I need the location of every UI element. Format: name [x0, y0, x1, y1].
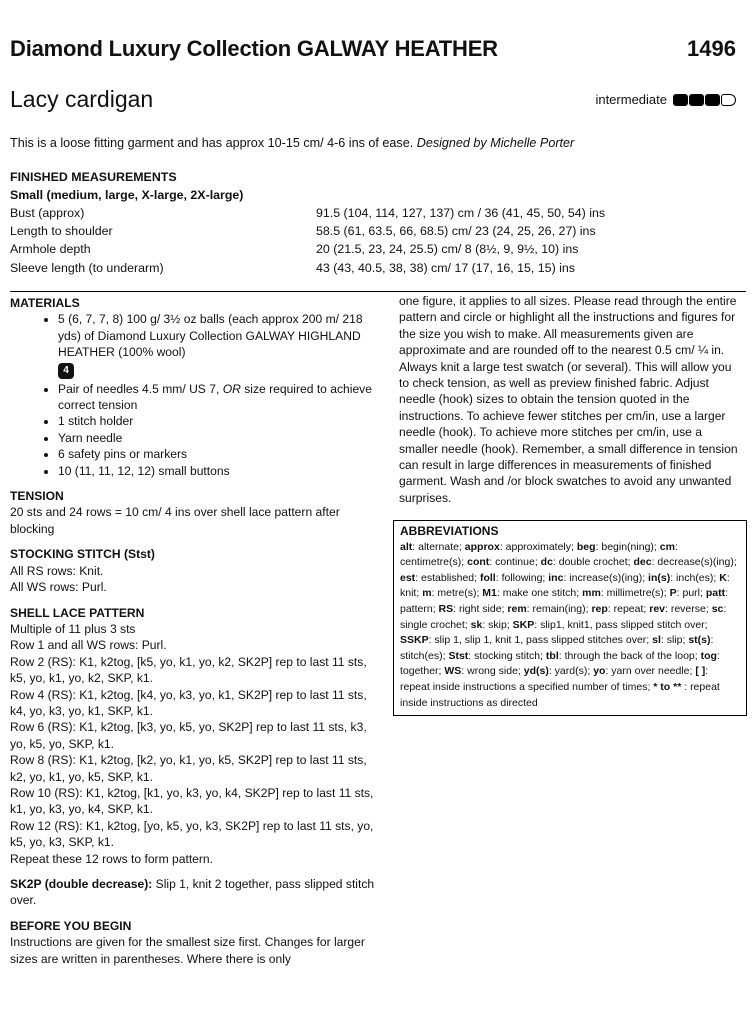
- abbreviation-definition: : yard(s);: [548, 665, 594, 678]
- document-title: Diamond Luxury Collection GALWAY HEATHER: [10, 36, 498, 61]
- skill-level: [595, 92, 736, 107]
- abbreviation-definition: : double crochet;: [552, 556, 634, 569]
- list-item: • 1 stitch holder: [58, 413, 382, 429]
- continued-text: one figure, it applies to all sizes. Please read through the entire pattern and circle or highlight all the instructions and figures for the size you wish to make. All measurements given are approximate and are rounded off to the nearest 0.5 cm/ ¼ in. Always knit a large test swatch (or several). This will allow you to check tension, as well as preview finished fabric. Adjust needle (hook) sizes to obtain the tension quoted in the instructions. To achieve fewer stitches per cm/in, use a larger needle (hook). To achieve more stitches per cm/in, use a smaller needle (hook). Remember, a small difference in tension can result in large differences in measurements of finished garment. Wash and /or block swatches to avoid any unwanted surprises.: [399, 294, 738, 505]
- abbreviation-definition: : knit;: [400, 571, 730, 600]
- list-item: [58, 311, 382, 380]
- abbreviation-definition: : millimetre(s);: [600, 587, 670, 600]
- abbreviation-definition: : repeat inside instructions a specified number of times;: [400, 665, 709, 693]
- before-you-begin-text: Instructions are given for the smallest size first. Changes for larger sizes are written in parentheses. Where there is only: [10, 935, 365, 966]
- pattern-number: 1496: [687, 36, 736, 61]
- abbreviation-term: K: [719, 571, 727, 584]
- abbreviation-definition: : purl;: [676, 587, 706, 600]
- abbreviation-definition: : yarn over needle;: [605, 665, 696, 678]
- abbreviation-term: approx: [464, 540, 500, 553]
- abbreviation-definition: : centimetre(s);: [400, 540, 678, 569]
- abbreviation-term: cont: [467, 556, 490, 569]
- needles-or: OR: [222, 381, 241, 396]
- abbreviation-term: dc: [540, 556, 553, 569]
- pattern-row: Row 12 (RS): K1, k2tog, [yo, k5, yo, k3, SK2P] rep to last 11 sts, yo, k5, yo, k3, SKP, k1.: [10, 818, 374, 850]
- tension-text: 20 sts and 24 rows = 10 cm/ 4 ins over shell lace pattern after blocking: [10, 505, 340, 536]
- abbreviation-definition: : slip 1, slip 1, knit 1, pass slipped stitches over;: [428, 634, 653, 647]
- left-column: [10, 295, 382, 967]
- abbreviation-definition: : repeat;: [607, 602, 650, 615]
- stocking-stitch-heading: STOCKING STITCH (Stst): [10, 547, 155, 562]
- abbreviation-term: in(s): [648, 571, 671, 584]
- abbreviation-term: patt: [705, 587, 726, 600]
- abbreviation-definition: : stocking stitch;: [468, 649, 546, 662]
- pattern-row: Row 10 (RS): K1, k2tog, [k1, yo, k3, yo, k4, SK2P] rep to last 11 sts, k1, yo, k3, yo, k4, SKP, k1.: [10, 785, 374, 817]
- list-item: • Yarn needle: [58, 430, 382, 446]
- yarn-requirement: 5 (6, 7, 7, 8) 100 g/ 3½ oz balls (each approx 200 m/ 218 yds) of Diamond Luxury Collection GALWAY HIGHLAND HEATHER (100% wool): [58, 312, 363, 360]
- needles-text: Pair of needles 4.5 mm/ US 7,: [58, 381, 220, 396]
- right-column: [399, 293, 744, 506]
- abbreviation-term: beg: [576, 540, 596, 553]
- measurement-label: Armhole depth: [10, 242, 91, 256]
- abbreviation-definition: : together;: [400, 649, 720, 678]
- abbreviation-definition: : inch(es);: [670, 571, 720, 584]
- abbreviation-term: sk: [470, 618, 483, 631]
- stitch-line: All RS rows: Knit.: [10, 563, 104, 578]
- abbreviation-definition: : begin(ning);: [595, 540, 660, 553]
- abbreviation-definition: : reverse;: [665, 602, 712, 615]
- measurement-value: 43 (43, 40.5, 38, 38) cm/ 17 (17, 16, 15, 15) ins: [316, 261, 575, 275]
- abbreviation-term: rev: [649, 602, 666, 615]
- abbreviations-heading: ABBREVIATIONS: [400, 524, 499, 538]
- abbreviation-term: yo: [593, 665, 606, 678]
- abbreviation-definition: : right side;: [453, 602, 508, 615]
- abbreviation-definition: : approximately;: [499, 540, 577, 553]
- list-item: [58, 381, 382, 414]
- materials-heading: MATERIALS: [10, 296, 80, 310]
- abbreviation-definition: : increase(s)(ing);: [563, 571, 649, 584]
- yarn-weight-icon: 4: [58, 363, 74, 379]
- abbreviation-definition: : make one stitch;: [496, 587, 583, 600]
- abbreviation-definition: : wrong side;: [461, 665, 524, 678]
- abbreviation-term: yd(s): [523, 665, 549, 678]
- abbreviation-term: tog: [700, 649, 717, 662]
- abbreviation-term: cm: [659, 540, 675, 553]
- abbreviation-term: foll: [479, 571, 496, 584]
- pattern-row: Row 6 (RS): K1, k2tog, [k3, yo, k5, yo, SK2P] rep to last 11 sts, k3, yo, k5, yo, SKP, k1.: [10, 720, 367, 751]
- abbreviation-term: sc: [711, 602, 724, 615]
- abbreviation-term: * to **: [653, 680, 682, 693]
- abbreviation-definition: : pattern;: [400, 587, 729, 615]
- abbreviation-term: rem: [507, 602, 527, 615]
- abbreviation-term: M1: [482, 587, 497, 600]
- stitch-line: All WS rows: Purl.: [10, 580, 107, 595]
- pattern-row: Repeat these 12 rows to form pattern.: [10, 851, 214, 866]
- abbreviations-list: [400, 540, 740, 712]
- pattern-row: Row 4 (RS): K1, k2tog, [k4, yo, k3, yo, k1, SK2P] rep to last 11 sts, k4, yo, k3, yo, k1, SKP, k1.: [10, 687, 367, 718]
- abbreviation-term: Stst: [448, 649, 469, 662]
- measurement-value: 58.5 (61, 63.5, 66, 68.5) cm/ 23 (24, 25, 26, 27) ins: [316, 224, 596, 238]
- measurement-label: Bust (approx): [10, 206, 85, 220]
- pattern-row: Row 1 and all WS rows: Purl.: [10, 638, 167, 653]
- abbreviations-box: [393, 520, 747, 716]
- shell-lace-heading: SHELL LACE PATTERN: [10, 605, 145, 620]
- tension-heading: TENSION: [10, 489, 64, 504]
- pattern-row: Row 2 (RS): K1, k2tog, [k5, yo, k1, yo, k2, SK2P] rep to last 11 sts, k5, yo, k1, yo, k2, SKP, k1.: [10, 654, 367, 686]
- abbreviation-term: m: [422, 587, 432, 600]
- abbreviation-definition: : slip;: [660, 634, 689, 647]
- abbreviation-term: SKP: [512, 618, 535, 631]
- sk2p-term: SK2P (double decrease):: [10, 877, 153, 891]
- needles-text-2: size required to achieve correct tension: [58, 381, 372, 413]
- abbreviation-term: sl: [652, 634, 661, 647]
- abbreviation-definition: : repeat inside instructions as directed: [400, 680, 720, 709]
- abbreviation-term: RS: [438, 602, 454, 615]
- pattern-row: Row 8 (RS): K1, k2tog, [k2, yo, k1, yo, k5, SK2P] rep to last 11 sts, k2, yo, k1, yo, k5, SKP, k1.: [10, 753, 367, 784]
- measurements-heading: FINISHED MEASUREMENTS: [10, 170, 177, 184]
- abbreviation-definition: : through the back of the loop;: [558, 649, 701, 662]
- abbreviation-term: est: [400, 571, 416, 584]
- abbreviation-definition: : remain(ing);: [526, 602, 592, 615]
- abbreviation-term: alt: [400, 540, 413, 553]
- abbreviation-term: SSKP: [400, 634, 429, 647]
- materials-list: [10, 311, 382, 479]
- abbreviation-term: dec: [633, 556, 652, 569]
- measurement-label: Sleeve length (to underarm): [10, 261, 164, 275]
- abbreviation-definition: : continue;: [489, 556, 541, 569]
- measurement-value: 91.5 (104, 114, 127, 137) cm / 36 (41, 45, 50, 54) ins: [316, 206, 606, 220]
- abbreviation-term: st(s): [688, 634, 711, 647]
- sk2p-text: Slip 1, knit 2 together, pass slipped stitch over.: [10, 877, 375, 908]
- abbreviation-definition: : alternate;: [412, 540, 465, 553]
- abbreviation-term: rep: [591, 602, 608, 615]
- designer-credit: Designed by Michelle Porter: [416, 136, 575, 150]
- size-range: Small (medium, large, X-large, 2X-large): [10, 188, 244, 202]
- abbreviation-definition: : decrease(s)(ing);: [651, 556, 737, 569]
- list-item: • 6 safety pins or markers: [58, 446, 382, 462]
- abbreviation-definition: : metre(s);: [431, 587, 483, 600]
- intro-paragraph: [10, 136, 574, 150]
- abbreviation-term: WS: [444, 665, 462, 678]
- abbreviation-term: [ ]: [695, 665, 706, 678]
- abbreviation-term: inc: [548, 571, 564, 584]
- measurement-label: Length to shoulder: [10, 224, 113, 238]
- abbreviation-term: tbl: [545, 649, 559, 662]
- skill-level-label: intermediate: [595, 92, 667, 107]
- sk2p-definition: [10, 876, 382, 909]
- abbreviation-definition: : following;: [495, 571, 549, 584]
- skill-level-icon: [673, 94, 736, 106]
- abbreviation-term: mm: [582, 587, 601, 600]
- abbreviation-definition: : stitch(es);: [400, 634, 714, 662]
- abbreviation-definition: : slip1, knit1, pass slipped stitch over;: [534, 618, 708, 631]
- abbreviation-definition: : skip;: [482, 618, 513, 631]
- before-you-begin-heading: BEFORE YOU BEGIN: [10, 918, 132, 933]
- measurement-value: 20 (21.5, 23, 24, 25.5) cm/ 8 (8½, 9, 9½, 10) ins: [316, 242, 579, 256]
- list-item: • 10 (11, 11, 12, 12) small buttons: [58, 463, 382, 479]
- intro-text: This is a loose fitting garment and has approx 10-15 cm/ 4-6 ins of ease.: [10, 136, 414, 150]
- section-divider: [10, 291, 746, 292]
- pattern-row: Multiple of 11 plus 3 sts: [10, 621, 136, 636]
- pattern-subtitle: Lacy cardigan: [10, 86, 154, 112]
- abbreviation-term: P: [669, 587, 677, 600]
- abbreviation-definition: : established;: [415, 571, 480, 584]
- abbreviation-definition: : single crochet;: [400, 602, 727, 631]
